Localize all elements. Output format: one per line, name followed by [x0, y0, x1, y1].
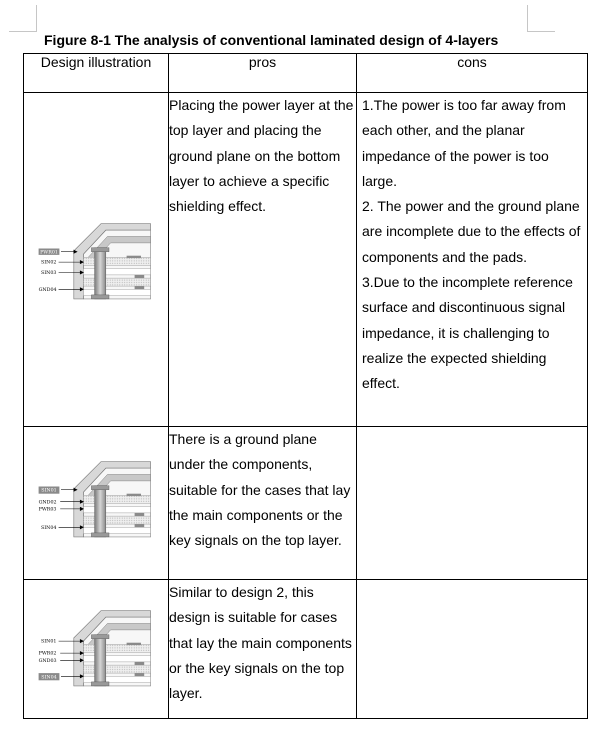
table-row	[24, 427, 588, 580]
pros-cell: Placing the power layer at the top layer and placing the ground plane on the bottom layer to achieve a specific shielding effect.	[169, 93, 357, 427]
cons-cell	[357, 427, 588, 580]
figure-caption: Figure 8-1 The analysis of conventional laminated design of 4-layers	[44, 32, 499, 48]
pros-cell: Similar to design 2, this design is suitable for cases that lay the main components or the key signals on the top layer.	[169, 580, 357, 719]
layer-label: SIN04	[41, 525, 57, 531]
cons-cell	[357, 580, 588, 719]
cons-item: 3.Due to the incomplete reference surface and discontinuous signal impedance, it is challenging to realize the expected shielding effect.	[362, 274, 573, 392]
laminated-design-table	[23, 53, 588, 719]
layer-label: PWR02	[38, 651, 57, 657]
column-header-design: Design illustration	[24, 54, 169, 93]
layer-label: SIN02	[41, 260, 57, 266]
layer-label: SIN04	[41, 675, 57, 681]
design-illustration-cell	[24, 93, 169, 427]
cons-item: 2. The power and the ground plane are incomplete due to the effects of components and the pads.	[362, 198, 581, 265]
layer-label: PWR01	[40, 250, 58, 256]
design-illustration-cell	[24, 580, 169, 719]
page-corner-mark-right	[527, 5, 555, 32]
stackup-diagram-2	[37, 447, 157, 550]
stackup-diagram-1	[37, 209, 157, 312]
table-row	[24, 580, 588, 719]
pros-cell: There is a ground plane under the components, suitable for the cases that lay the main components or the key signals on the top layer.	[169, 427, 357, 580]
layer-label: PWR03	[38, 507, 57, 513]
design-illustration-cell	[24, 427, 169, 580]
header-row	[24, 54, 588, 93]
column-header-pros: pros	[169, 54, 357, 93]
page-corner-mark-left	[9, 5, 37, 32]
cons-cell	[357, 93, 588, 427]
layer-label: SIN03	[41, 271, 57, 277]
layer-label: GND04	[38, 287, 57, 293]
layer-label: SIN01	[41, 488, 57, 494]
column-header-cons: cons	[357, 54, 588, 93]
stackup-diagram-3	[37, 596, 157, 699]
cons-item: 1.The power is too far away from each other, and the planar impedance of the power is too large.	[362, 97, 566, 189]
layer-label: GND03	[38, 658, 57, 664]
layer-label: GND02	[38, 500, 57, 506]
table-row	[24, 93, 588, 427]
layer-label: SIN01	[41, 639, 57, 645]
